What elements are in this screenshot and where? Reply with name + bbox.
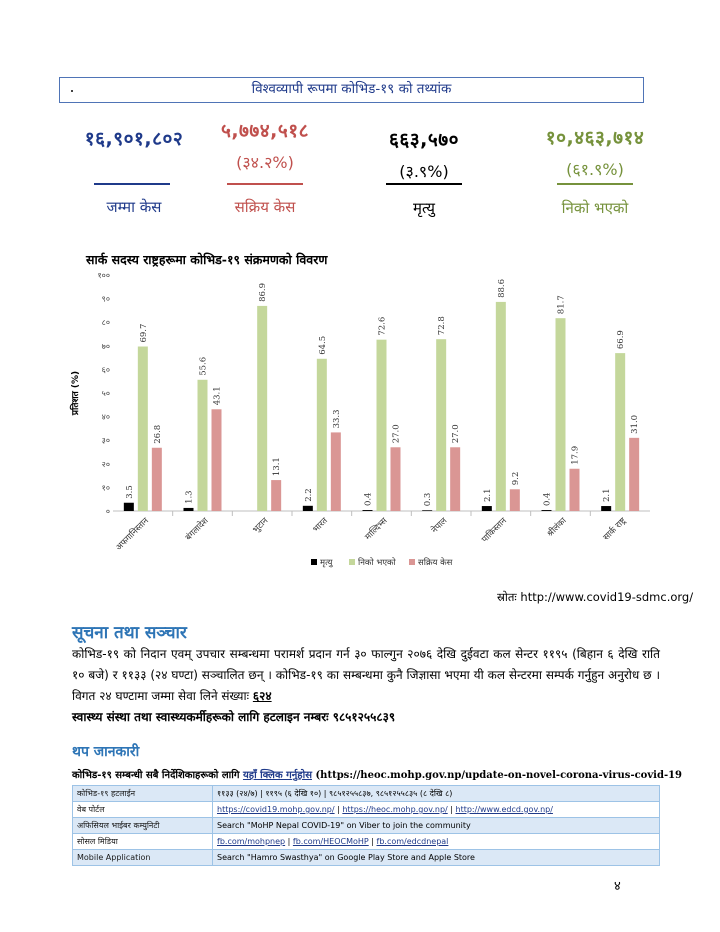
data-label: 9.2 — [510, 471, 521, 486]
bar-1-4 — [377, 340, 387, 511]
y-tick-label: ५० — [101, 389, 110, 398]
x-category-label: अफगानिस्तान — [114, 516, 151, 553]
y-tick-label: ० — [105, 507, 110, 516]
stat-active-label: सक्रिय केस — [234, 198, 296, 216]
stat-total-underline — [94, 183, 170, 185]
info-heading: सूचना तथा सञ्चार — [72, 623, 187, 643]
guidelines-line — [72, 767, 682, 781]
data-label: 27.0 — [391, 424, 402, 444]
bar-0-0 — [124, 503, 134, 511]
info-paragraph — [72, 644, 660, 707]
page-number: ४ — [614, 879, 621, 894]
x-category-label: बंगलादेश — [183, 516, 211, 543]
stat-total-cases — [74, 125, 194, 216]
data-label: 33.3 — [331, 409, 342, 429]
stat-recovered — [535, 124, 655, 217]
stat-active-underline — [227, 183, 303, 185]
bar-1-0 — [138, 347, 148, 511]
x-category-label: भुटान — [251, 516, 271, 536]
bar-1-7 — [556, 318, 566, 511]
web-portal-link[interactable]: https://heoc.mohp.gov.np/ — [342, 805, 448, 814]
data-label: 31.0 — [630, 414, 641, 434]
data-label: 69.7 — [138, 323, 149, 343]
page-header-box — [59, 77, 644, 103]
data-label: 66.9 — [616, 330, 627, 350]
stat-active-value: ५,७७४,५१८ — [220, 120, 310, 142]
y-tick-label: ८० — [101, 318, 110, 328]
web-portal-link[interactable]: http://www.edcd.gov.np/ — [455, 805, 553, 814]
bar-1-8 — [615, 353, 625, 511]
x-category-label: भारत — [311, 516, 330, 535]
bar-2-2 — [271, 480, 281, 511]
y-tick-label: ४० — [101, 412, 110, 422]
legend-swatch — [409, 559, 415, 565]
bar-2-1 — [212, 409, 222, 511]
data-label: 13.1 — [272, 457, 283, 477]
stat-deaths — [364, 126, 484, 217]
bar-2-4 — [391, 447, 401, 511]
bar-2-6 — [510, 489, 520, 511]
row-value: Search "MoHP Nepal COVID-19" on Viber to join the community — [213, 818, 660, 834]
bar-0-3 — [303, 506, 313, 511]
guidelines-url: (https://heoc.mohp.gov.np/update-on-novel-corona-virus-covid-19 — [315, 770, 683, 781]
x-category-label: माल्दिभ्स — [363, 516, 390, 543]
data-label: 55.6 — [198, 356, 209, 376]
data-label: 0.4 — [542, 492, 553, 507]
data-label: 2.1 — [482, 488, 493, 503]
bar-2-0 — [152, 448, 162, 511]
table-row — [73, 834, 660, 850]
info-paragraph-text: कोभिड-१९ को निदान एवम् उपचार सम्बन्धमा परामर्श प्रदान गर्न ३० फाल्गुन २०७६ देखि दुईवटा कल सेन्टर ११९५ (बिहान ६ देखि राति १० बजे) र ११३३ (२४ घण्टा) सञ्चालित छन् । कोभिड-१९ का सम्बन्धमा कुनै जिज्ञासा भएमा यी कल सेन्टरमा सम्पर्क गर्नुहुन अनुरोध छ । विगत २४ घण्टामा जम्मा सेवा लिने संख्याः — [72, 647, 660, 703]
y-tick-label: १० — [101, 483, 110, 493]
chart-title: सार्क सदस्य राष्ट्रहरूमा कोभिड-१९ संक्रमणको विवरण — [86, 252, 328, 267]
stat-active-pct: (३४.२%) — [236, 153, 294, 172]
bar-1-1 — [198, 380, 208, 511]
stat-total-value: १६,९०१,८०२ — [84, 128, 184, 150]
data-label: 1.3 — [184, 490, 195, 504]
data-label: 2.2 — [303, 488, 314, 502]
row-key: Mobile Application — [73, 850, 213, 866]
bar-2-7 — [570, 469, 580, 511]
legend-label: निको भएको — [358, 558, 396, 568]
bar-1-2 — [257, 306, 267, 511]
stat-recovered-label: निको भएको — [561, 199, 629, 217]
row-key: अफिसियल भाईबर कम्युनिटी — [73, 818, 213, 834]
source-note: स्रोतः http://www.covid19-sdmc.org/ — [497, 590, 694, 604]
info-table — [72, 785, 660, 866]
y-tick-label: ६० — [101, 365, 110, 375]
guidelines-prefix: कोभिड-१९ सम्बन्धी सबै निर्देशिकाहरूको लागि — [72, 770, 240, 781]
row-links: fb.com/mohpnep | fb.com/HEOCMoHP | fb.com/edcdnepal — [213, 834, 660, 850]
x-category-label: सार्क राष्ट्र — [601, 516, 629, 543]
data-label: 17.9 — [570, 445, 581, 465]
stat-total-label: जम्मा केस — [106, 198, 162, 216]
table-row — [73, 818, 660, 834]
data-label: 72.8 — [437, 316, 448, 336]
row-links: https://covid19.mohp.gov.np/ | https://heoc.mohp.gov.np/ | http://www.edcd.gov.np/ — [213, 802, 660, 818]
covid-bar-chart — [60, 262, 660, 582]
y-tick-label: ७० — [101, 341, 110, 351]
stat-deaths-label: मृत्यु — [412, 199, 436, 217]
x-category-label: श्रीलंका — [545, 516, 569, 540]
y-tick-label: ३० — [101, 436, 110, 446]
legend-label: मृत्यु — [320, 558, 333, 568]
legend-label: सक्रिय केस — [418, 558, 453, 568]
data-label: 64.5 — [317, 335, 328, 355]
row-value: ११३३ (२४/७) | ११९५ (६ देखि १०) | ९८५१२५५८३७, ९८५१२५५८३५ (८ देखि ८) — [213, 786, 660, 802]
stat-deaths-value: ६६३,५७० — [389, 129, 459, 151]
data-label: 0.3 — [423, 492, 434, 507]
data-label: 26.8 — [152, 424, 163, 444]
bar-0-7 — [542, 510, 552, 511]
y-tick-label: १०० — [97, 271, 110, 280]
table-row — [73, 802, 660, 818]
guidelines-link[interactable]: यहाँ क्लिक गर्नुहोस — [242, 770, 312, 781]
bar-0-6 — [482, 506, 492, 511]
header-dot — [71, 90, 73, 92]
bar-2-8 — [629, 438, 639, 511]
bar-0-1 — [184, 508, 194, 511]
data-label: 3.5 — [124, 485, 135, 499]
y-axis-label: प्रतिशत (%) — [71, 370, 81, 416]
x-category-label: पाकिस्तान — [480, 516, 509, 545]
bar-1-5 — [436, 339, 446, 511]
row-key: वेब पोर्टल — [73, 802, 213, 818]
bar-2-5 — [450, 447, 460, 511]
data-label: 0.4 — [363, 492, 374, 507]
data-label: 43.1 — [212, 386, 223, 406]
stat-recovered-value: १०,४६३,७१४ — [545, 127, 645, 149]
stat-recovered-pct: (६१.९%) — [566, 160, 624, 179]
legend-swatch — [311, 559, 317, 565]
data-label: 72.6 — [377, 316, 388, 336]
x-category-label: नेपाल — [429, 516, 450, 536]
row-key: कोभिड-१९ हटलाईन — [73, 786, 213, 802]
y-tick-label: ९० — [101, 294, 110, 304]
bar-0-8 — [601, 506, 611, 511]
bar-2-3 — [331, 432, 341, 511]
bar-0-4 — [363, 510, 373, 511]
stat-deaths-underline — [386, 183, 462, 185]
data-label: 81.7 — [556, 295, 567, 315]
table-row — [73, 786, 660, 802]
data-label: 86.9 — [258, 282, 269, 302]
legend-swatch — [349, 559, 355, 565]
data-label: 27.0 — [451, 424, 462, 444]
y-tick-label: २० — [101, 459, 110, 469]
social-media-link[interactable]: fb.com/HEOCMoHP — [292, 837, 369, 846]
data-label: 88.6 — [496, 278, 507, 298]
bar-0-5 — [422, 510, 432, 511]
hotline-line: स्वास्थ्य संस्था तथा स्वास्थ्यकर्मीहरूको लागि हटलाइन नम्बरः ९८५१२५५८३९ — [72, 710, 396, 724]
bar-1-3 — [317, 359, 327, 511]
stat-deaths-pct: (३.९%) — [399, 162, 449, 181]
web-portal-link[interactable]: https://covid19.mohp.gov.np/ — [217, 805, 335, 814]
table-row — [73, 850, 660, 866]
social-media-link[interactable]: fb.com/mohpnep — [217, 837, 286, 846]
service-count: ६२४ — [252, 689, 272, 703]
more-heading: थप जानकारी — [72, 744, 140, 760]
page-title: विश्वव्यापी रूपमा कोभिड-१९ को तथ्यांक — [251, 81, 452, 97]
bar-1-6 — [496, 302, 506, 511]
row-value: Search "Hamro Swasthya" on Google Play Store and Apple Store — [213, 850, 660, 866]
stat-active-cases — [205, 117, 325, 216]
social-media-link[interactable]: fb.com/edcdnepal — [376, 837, 449, 846]
row-key: सोसल मिडिया — [73, 834, 213, 850]
data-label: 2.1 — [602, 488, 613, 503]
stat-recovered-underline — [557, 183, 633, 185]
